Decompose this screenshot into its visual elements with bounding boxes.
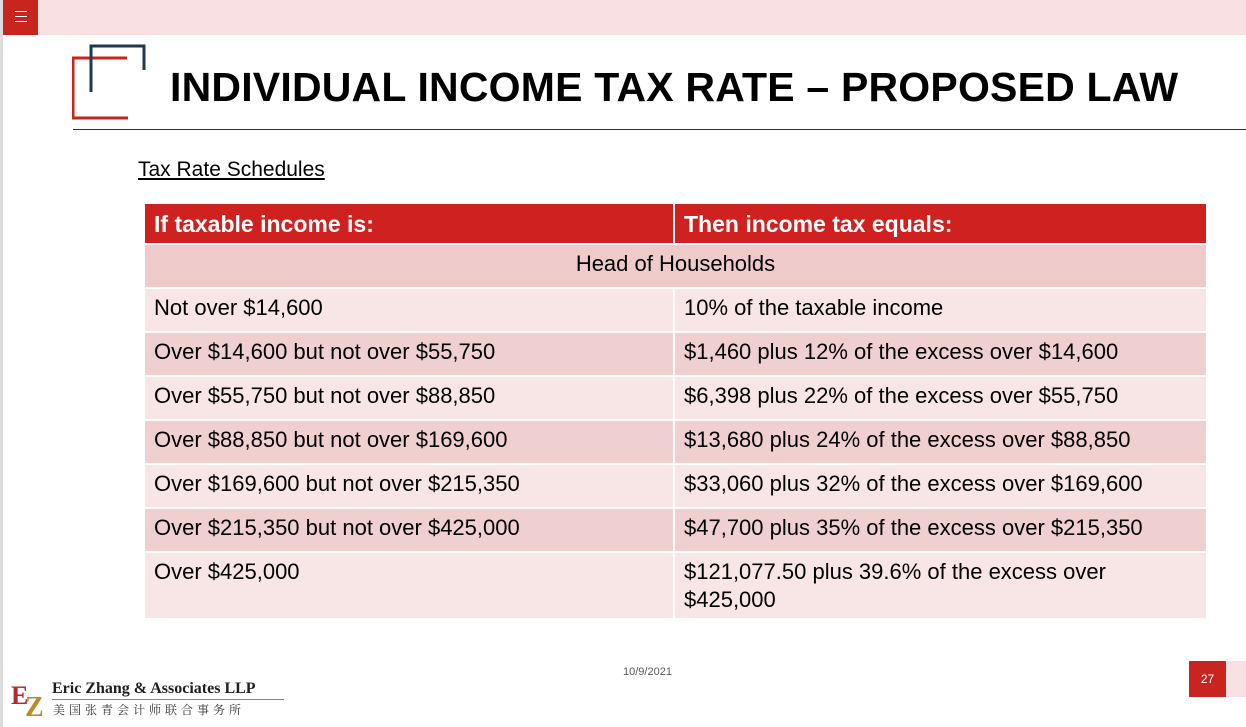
footer-date: 10/9/2021 <box>623 666 672 678</box>
column-header-tax: Then income tax equals: <box>674 204 1206 244</box>
hamburger-menu-icon <box>15 11 27 23</box>
company-name: Eric Zhang & Associates LLP <box>52 680 256 697</box>
table-row <box>145 552 1206 619</box>
income-bracket-cell: Not over $14,600 <box>145 288 674 332</box>
income-bracket-cell: Over $14,600 but not over $55,750 <box>145 332 674 376</box>
column-header-income: If taxable income is: <box>145 204 674 244</box>
bracket-squares-icon <box>72 44 146 120</box>
left-edge-divider <box>0 0 3 727</box>
tax-formula-cell: $121,077.50 plus 39.6% of the excess over $425,000 <box>674 552 1206 619</box>
company-logo <box>10 680 290 720</box>
income-bracket-cell: Over $88,850 but not over $169,600 <box>145 420 674 464</box>
income-bracket-cell: Over $169,600 but not over $215,350 <box>145 464 674 508</box>
ez-monogram-icon <box>10 680 50 718</box>
section-label: Tax Rate Schedules <box>138 158 325 181</box>
company-name-chinese: 美国张青会计师联合事务所 <box>53 703 246 717</box>
svg-text:Z: Z <box>25 692 44 718</box>
tax-formula-cell: $13,680 plus 24% of the excess over $88,850 <box>674 420 1206 464</box>
tax-rate-table <box>145 204 1206 620</box>
table-row <box>145 288 1206 332</box>
tax-formula-cell: $6,398 plus 22% of the excess over $55,750 <box>674 376 1206 420</box>
table-row <box>145 332 1206 376</box>
brand-divider <box>52 699 284 700</box>
group-label: Head of Households <box>145 244 1206 288</box>
svg-text:E: E <box>11 681 29 710</box>
table-row <box>145 508 1206 552</box>
tax-formula-cell: 10% of the taxable income <box>674 288 1206 332</box>
tax-formula-cell: $47,700 plus 35% of the excess over $215,350 <box>674 508 1206 552</box>
page-number-badge: 27 <box>1189 661 1226 697</box>
page-title: INDIVIDUAL INCOME TAX RATE – PROPOSED LAW <box>170 64 1179 110</box>
table-row <box>145 420 1206 464</box>
tax-formula-cell: $1,460 plus 12% of the excess over $14,600 <box>674 332 1206 376</box>
group-row <box>145 244 1206 288</box>
menu-button[interactable] <box>3 0 38 35</box>
table-row <box>145 376 1206 420</box>
income-bracket-cell: Over $55,750 but not over $88,850 <box>145 376 674 420</box>
income-bracket-cell: Over $215,350 but not over $425,000 <box>145 508 674 552</box>
top-bar <box>3 0 1246 35</box>
table-row <box>145 464 1206 508</box>
income-bracket-cell: Over $425,000 <box>145 552 674 619</box>
title-divider <box>73 129 1246 130</box>
tax-formula-cell: $33,060 plus 32% of the excess over $169,600 <box>674 464 1206 508</box>
table-header-row <box>145 204 1206 244</box>
page-tab-accent <box>1226 661 1246 697</box>
